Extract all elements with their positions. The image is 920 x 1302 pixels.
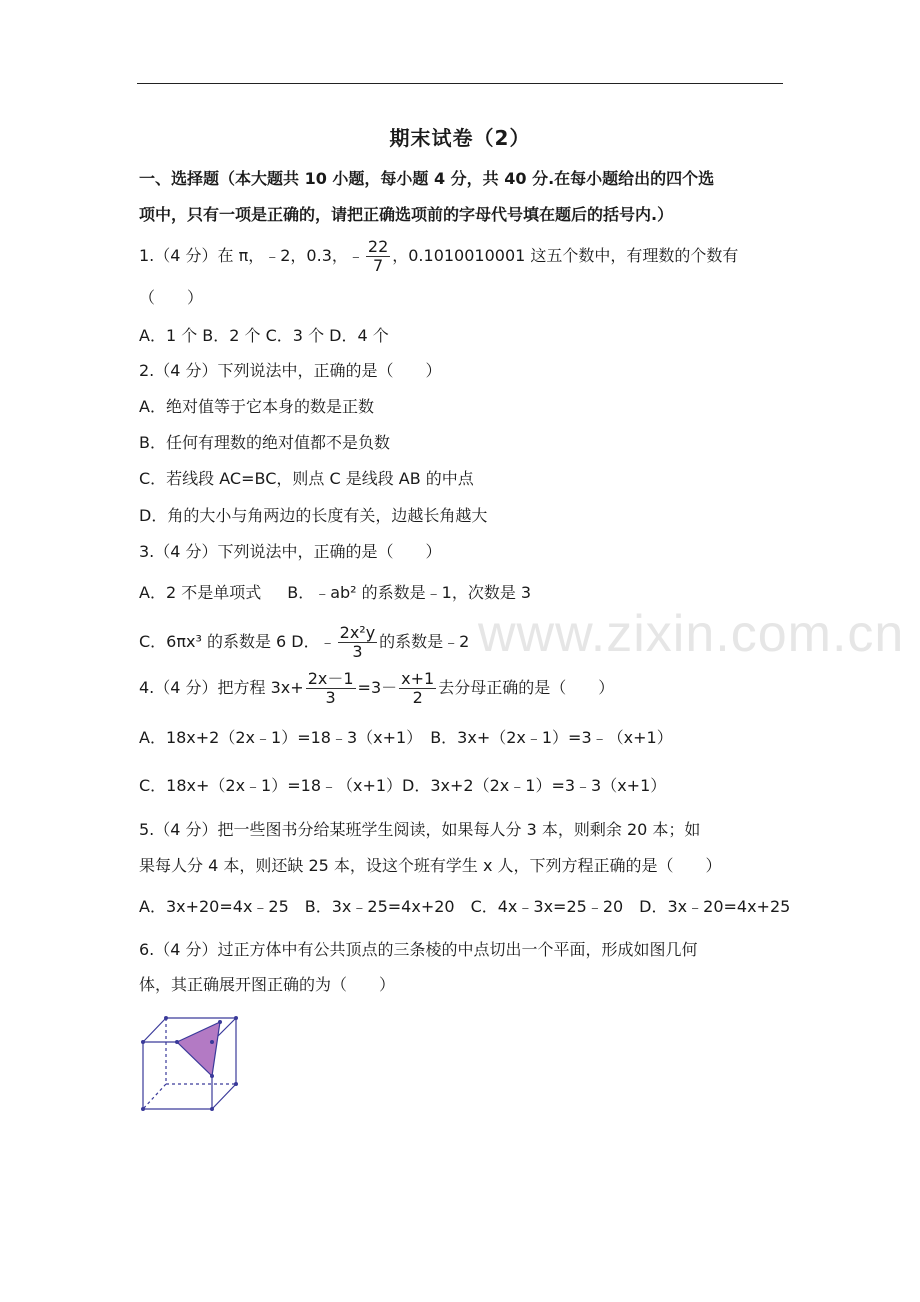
q3-option-d-after: 的系数是﹣2 <box>379 632 470 651</box>
q4-frac2-num: x+1 <box>401 669 435 688</box>
q1-options: A．1 个 B．2 个 C．3 个 D．4 个 <box>139 326 389 345</box>
q4-mid: =3－ <box>357 678 398 697</box>
q3-frac-num: 2x²y <box>339 623 376 642</box>
q4-fraction-1 <box>306 670 356 707</box>
q4-fraction-2 <box>399 670 436 707</box>
section-heading-line1: 一、选择题（本大题共 10 小题，每小题 4 分，共 40 分.在每小题给出的四个选 <box>139 169 715 188</box>
q4-options-ab: A．18x+2（2x﹣1）=18﹣3（x+1） B．3x+（2x﹣1）=3﹣（x+1） <box>139 728 673 747</box>
q2-option-a: A．绝对值等于它本身的数是正数 <box>139 397 374 416</box>
q4-frac1-den: 3 <box>325 688 336 707</box>
q5-line2: 果每人分 4 本，则还缺 25 本，设这个班有学生 x 人，下列方程正确的是（ ） <box>139 856 722 875</box>
cut-facet <box>177 1022 220 1076</box>
page-title: 期末试卷（2） <box>389 126 531 150</box>
vertex-dot <box>234 1082 238 1086</box>
q3-option-c: C．6πx³ 的系数是 6 D．﹣ <box>139 632 336 651</box>
q4-stem-a: 4.（4 分）把方程 3x+ <box>139 678 304 697</box>
watermark: www.zixin.com.cn <box>478 605 905 663</box>
q1-frac-num: 22 <box>367 237 389 256</box>
vertex-dot <box>175 1040 179 1044</box>
q4-frac2-den: 2 <box>412 688 423 707</box>
cube-edge <box>143 1018 166 1042</box>
q4-stem-b: 去分母正确的是（ ） <box>438 678 615 697</box>
q3-option-b: B．﹣ab² 的系数是﹣1，次数是 3 <box>287 583 532 602</box>
vertex-dot <box>210 1074 214 1078</box>
q6-line2: 体，其正确展开图正确的为（ ） <box>139 975 396 994</box>
cube-edge <box>212 1084 236 1109</box>
q3-option-a: A．2 不是单项式 <box>139 583 262 602</box>
q3-options-ab <box>139 581 531 605</box>
cube-hidden-edge <box>143 1084 166 1109</box>
q1-frac-den: 7 <box>372 256 384 275</box>
cube-figure <box>138 1014 244 1116</box>
vertex-dot <box>210 1040 214 1044</box>
q5-options: A．3x+20=4x﹣25 B．3x﹣25=4x+20 C．4x﹣3x=25﹣20 D．3x﹣20=4x+25 <box>139 897 791 916</box>
section-heading-line2: 项中，只有一项是正确的，请把正确选项前的字母代号填在题后的括号内.） <box>139 205 674 224</box>
q3-frac-den: 3 <box>352 642 363 661</box>
q3-options-cd <box>139 620 469 664</box>
q1-stem <box>139 236 738 276</box>
q4-options-cd: C．18x+（2x﹣1）=18﹣（x+1）D．3x+2（2x﹣1）=3﹣3（x+1） <box>139 776 667 795</box>
cube-edges <box>143 1018 236 1109</box>
q3-fraction <box>338 624 378 661</box>
vertex-dot <box>234 1016 238 1020</box>
header-rule <box>137 83 783 84</box>
q6-line1: 6.（4 分）过正方体中有公共顶点的三条棱的中点切出一个平面，形成如图几何 <box>139 940 698 959</box>
q5-line1: 5.（4 分）把一些图书分给某班学生阅读，如果每人分 3 本，则剩余 20 本；如 <box>139 820 701 839</box>
vertex-dot <box>164 1016 168 1020</box>
q1-paren: （ ） <box>139 288 204 307</box>
q1-fraction <box>366 238 390 275</box>
q2-option-c: C．若线段 AC=BC，则点 C 是线段 AB 的中点 <box>139 469 474 488</box>
q2-option-b: B．任何有理数的绝对值都不是负数 <box>139 433 390 452</box>
q1-stem-a: 1.（4 分）在 π，﹣2，0.3，﹣ <box>139 246 364 265</box>
q4-frac1-num: 2x－1 <box>307 669 354 688</box>
vertex-dot <box>210 1107 214 1111</box>
q4-stem <box>139 666 614 710</box>
q1-stem-b: ，0.1010010001 这五个数中，有理数的个数有 <box>392 246 739 265</box>
q2-stem: 2.（4 分）下列说法中，正确的是（ ） <box>139 361 442 380</box>
vertex-dot <box>141 1040 145 1044</box>
q3-stem: 3.（4 分）下列说法中，正确的是（ ） <box>139 542 442 561</box>
vertex-dot <box>218 1020 222 1024</box>
q2-option-d: D．角的大小与角两边的长度有关，边越长角越大 <box>139 506 488 525</box>
vertex-dot <box>141 1107 145 1111</box>
